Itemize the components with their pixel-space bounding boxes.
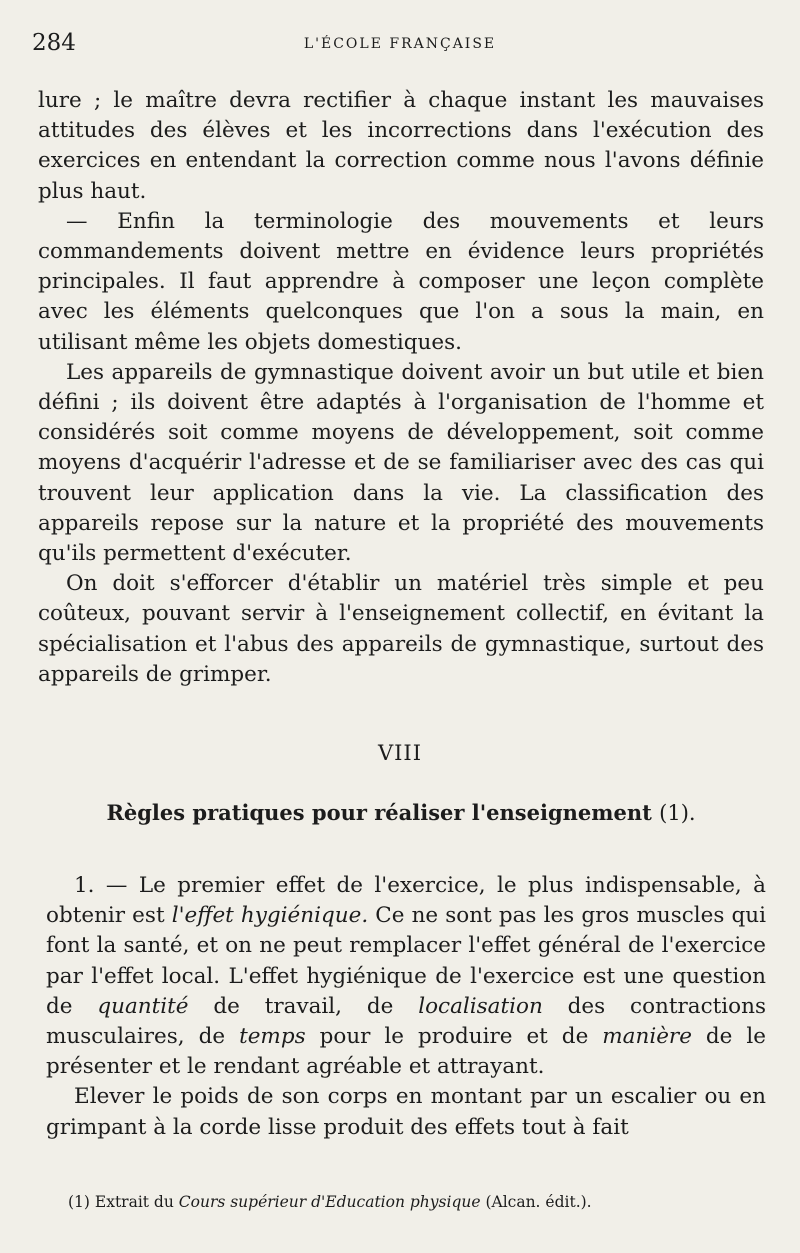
footnote-reference: (1).: [659, 801, 696, 825]
section-title-text: Règles pratiques pour réaliser l'enseignement: [106, 800, 652, 825]
paragraph: Elever le poids de son corps en montant par un escalier ou en grimpant à la corde lisse produit des effets tout à fait: [46, 1084, 766, 1140]
italic-run: localisation: [418, 993, 543, 1019]
text-run: (Alcan. édit.).: [480, 1193, 592, 1211]
page-header: [32, 30, 768, 60]
paragraph: On doit s'efforcer d'établir un matériel très simple et peu coûteux, pouvant servir à l'enseignement collectif, en évitant la spécialisation et l'abus des appareils de gymnastique, surtout des appareils de grimper.: [38, 571, 764, 687]
paragraph: lure ; le maître devra rectifier à chaque instant les mauvaises attitudes des élèves et les incorrections dans l'exécution des exercices en entendant la correction comme nous l'avons définie plus haut.: [38, 88, 764, 204]
text-run: pour le produire et de: [305, 1024, 603, 1050]
text-run: 1. — Le premier effet de l'exercice, le plus indispensable, à obtenir est: [46, 873, 766, 929]
section-title: [38, 800, 764, 825]
italic-run: quantité: [97, 993, 189, 1019]
paragraph: — Enfin la terminologie des mouvements et leurs commandements doivent mettre en évidence leurs propriétés principales. Il faut apprendre à composer une leçon complète avec les éléments quelconques que l'on a sous la main, en utilisant même les objets domestiques.: [38, 208, 764, 355]
text-run: Ce ne sont pas les gros muscles qui font la santé, et on ne peut remplacer l'effet général de l'exercice par l'effet local. L'effet hygiénique de l'exercice est une question de: [46, 903, 766, 1019]
section-number: VIII: [377, 741, 423, 765]
text-run: des contractions musculaires, de: [46, 993, 766, 1050]
italic-run: manière: [602, 1024, 692, 1050]
running-title: L'ÉCOLE FRANÇAISE: [303, 36, 497, 52]
body-text-top: [38, 86, 764, 690]
footnote: [68, 1193, 768, 1211]
body-text-bottom: [46, 871, 766, 1143]
text-run: (1) Extrait du: [68, 1193, 179, 1211]
text-run: de travail, de: [188, 993, 419, 1019]
italic-run: temps: [239, 1024, 306, 1050]
page-number: 284: [32, 30, 76, 56]
text-run: de le présenter et le rendant agréable et attrayant.: [46, 1024, 766, 1080]
paragraph: Les appareils de gymnastique doivent avoir un but utile et bien défini ; ils doivent être adaptés à l'organisation de l'homme et considérés soit comme moyens de développement, soit comme moyens d'acquérir l'adresse et de se familiariser avec des cas qui trouvent leur application dans la vie. La classification des appareils repose sur la nature et la propriété des mouvements qu'ils permettent d'exécuter.: [38, 359, 764, 567]
italic-run: l'effet hygiénique.: [171, 903, 369, 929]
rule-paragraph: [46, 871, 766, 1082]
italic-run: Cours supérieur d'Education physique: [178, 1193, 481, 1211]
